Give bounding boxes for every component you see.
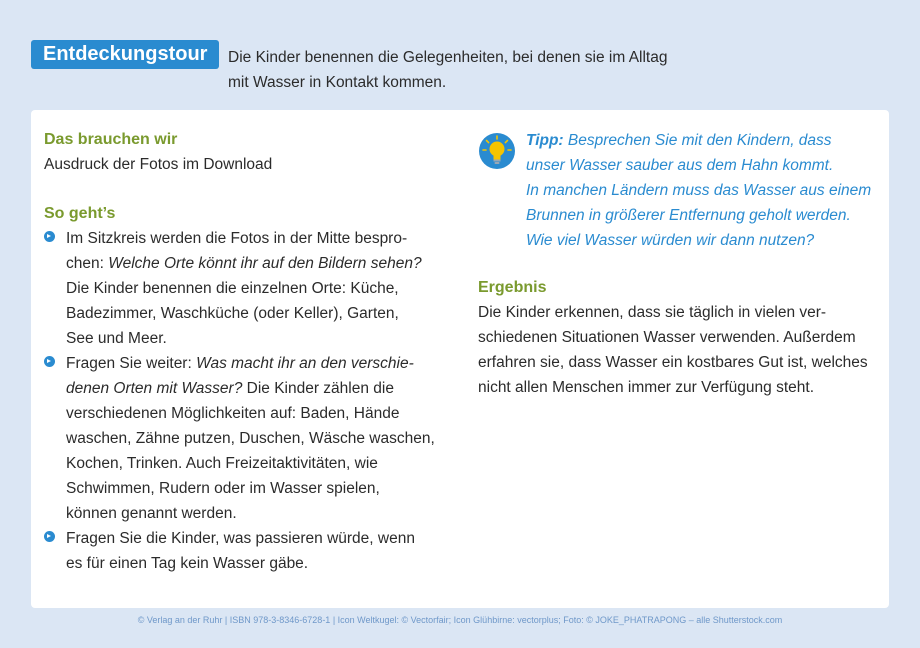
step-text: Fragen Sie die Kinder, was passieren würde, wenn <box>66 530 415 547</box>
arrow-circle-icon <box>44 531 55 542</box>
step-question: Was macht ihr an den verschie- <box>196 355 414 372</box>
footer-credits: © Verlag an der Ruhr | ISBN 978-3-8346-6728-1 | Icon Weltkugel: © Vectorfair; Icon Glühbirne: vectorplus; Foto: © JOKE_PHATRAPONG – alle Shutterstock.com <box>137 615 783 625</box>
tip-line: Besprechen Sie mit den Kindern, dass <box>563 132 832 149</box>
result-line: Die Kinder erkennen, dass sie täglich in vielen ver- <box>478 304 827 321</box>
step-line <box>66 251 444 276</box>
step-line <box>66 226 444 251</box>
step-item <box>44 526 444 576</box>
step-text: Im Sitzkreis werden die Fotos in der Mitte bespro- <box>66 230 408 247</box>
lightbulb-icon <box>478 132 516 170</box>
arrow-circle-icon <box>44 231 55 242</box>
intro-line: Die Kinder benennen die Gelegenheiten, bei denen sie im Alltag <box>228 49 668 66</box>
intro-text <box>228 45 698 95</box>
step-line <box>66 551 444 576</box>
step-line <box>66 426 444 451</box>
step-line <box>66 351 444 376</box>
step-text: Kochen, Trinken. Auch Freizeitaktivitäten, wie <box>66 455 378 472</box>
intro-line: mit Wasser in Kontakt kommen. <box>228 74 447 91</box>
step-text: Badezimmer, Waschküche (oder Keller), Garten, <box>66 305 399 322</box>
step-line <box>66 476 444 501</box>
arrow-circle-icon <box>44 356 55 367</box>
tip-box <box>478 128 878 253</box>
tip-line: Brunnen in größerer Entfernung geholt werden. <box>526 207 851 224</box>
step-question: denen Orten mit Wasser? <box>66 380 243 397</box>
step-line <box>66 276 444 301</box>
content-card <box>31 110 889 608</box>
result-line: schiedenen Situationen Wasser verwenden. Außerdem <box>478 329 856 346</box>
step-question: Welche Orte könnt ihr auf den Bildern sehen? <box>108 255 422 272</box>
step-line <box>66 376 444 401</box>
step-text: Die Kinder benennen die einzelnen Orte: Küche, <box>66 280 399 297</box>
step-line <box>66 451 444 476</box>
step-item <box>44 226 444 351</box>
step-text: Die Kinder zählen die <box>242 380 394 397</box>
needs-text: Ausdruck der Fotos im Download <box>44 156 273 173</box>
step-text: See und Meer. <box>66 330 167 347</box>
tip-line: unser Wasser sauber aus dem Hahn kommt. <box>526 157 834 174</box>
needs-heading: Das brauchen wir <box>44 131 178 148</box>
step-text: waschen, Zähne putzen, Duschen, Wäsche waschen, <box>66 430 435 447</box>
step-text: chen: <box>66 255 109 272</box>
activity-badge: Entdeckungstour <box>31 40 219 69</box>
step-text: können genannt werden. <box>66 505 237 522</box>
step-text: verschiedenen Möglichkeiten auf: Baden, Hände <box>66 405 400 422</box>
tip-line: Wie viel Wasser würden wir dann nutzen? <box>526 232 815 249</box>
step-line <box>66 501 444 526</box>
result-line: erfahren sie, dass Wasser ein kostbares Gut ist, welches <box>478 354 868 371</box>
tip-line: In manchen Ländern muss das Wasser aus einem <box>526 182 872 199</box>
left-column <box>44 128 444 576</box>
step-text: Schwimmen, Rudern oder im Wasser spielen, <box>66 480 380 497</box>
step-text: Fragen Sie weiter: <box>66 355 197 372</box>
step-line <box>66 526 444 551</box>
tip-label: Tipp: <box>526 132 564 149</box>
step-line <box>66 301 444 326</box>
step-item <box>44 351 444 526</box>
step-line <box>66 401 444 426</box>
result-text <box>478 300 878 400</box>
step-line <box>66 326 444 351</box>
result-heading: Ergebnis <box>478 279 547 296</box>
step-text: es für einen Tag kein Wasser gäbe. <box>66 555 309 572</box>
howto-heading: So geht’s <box>44 205 116 222</box>
right-column <box>478 128 878 400</box>
result-line: nicht allen Menschen immer zur Verfügung steht. <box>478 379 815 396</box>
